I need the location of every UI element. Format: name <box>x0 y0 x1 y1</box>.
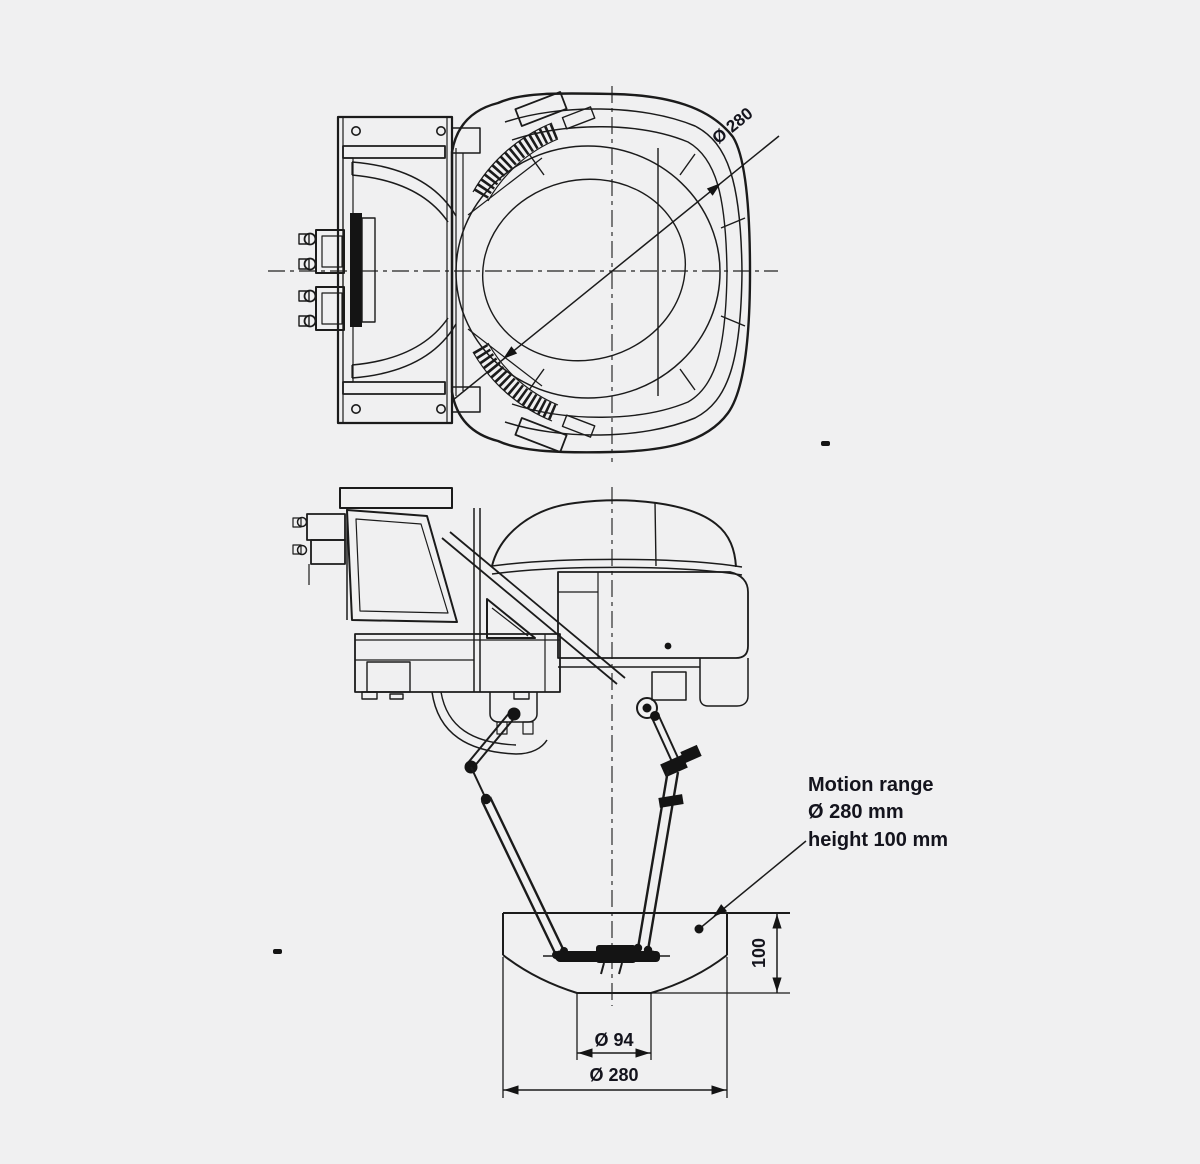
screw-hole <box>352 405 360 413</box>
robot-body-side <box>293 488 748 754</box>
cable-connector-side <box>293 514 345 585</box>
dimension-height <box>749 913 782 993</box>
height-dimension-label: 100 <box>749 937 769 969</box>
clamp-bar <box>350 213 362 327</box>
dimension-inner-diameter <box>577 993 651 1060</box>
leader-dot <box>695 925 704 934</box>
screw-hole <box>437 405 445 413</box>
registration-mark <box>821 441 830 446</box>
top-view <box>268 86 779 462</box>
outer-diameter-label: Ø 280 <box>589 1065 639 1085</box>
annotation-line-1: Motion range <box>808 774 934 796</box>
delta-arms <box>465 672 702 974</box>
annotation-motion-range <box>695 774 949 934</box>
annotation-line-3: height 100 mm <box>808 829 949 851</box>
registration-mark <box>273 949 282 954</box>
inner-diameter-label: Ø 94 <box>594 1030 634 1050</box>
annotation-line-2: Ø 280 mm <box>808 801 904 823</box>
dimension-outer-diameter <box>503 957 727 1098</box>
left-arm <box>465 708 569 960</box>
side-view <box>293 487 948 1098</box>
robot-body-top <box>452 92 750 452</box>
top-diameter-label: Ø 280 <box>708 103 757 148</box>
spring-coil-bands <box>473 123 558 421</box>
right-arm <box>634 672 702 954</box>
screw-hole <box>437 127 445 135</box>
body-hole <box>665 643 672 650</box>
screw-hole <box>352 127 360 135</box>
mounting-plate <box>338 117 480 423</box>
